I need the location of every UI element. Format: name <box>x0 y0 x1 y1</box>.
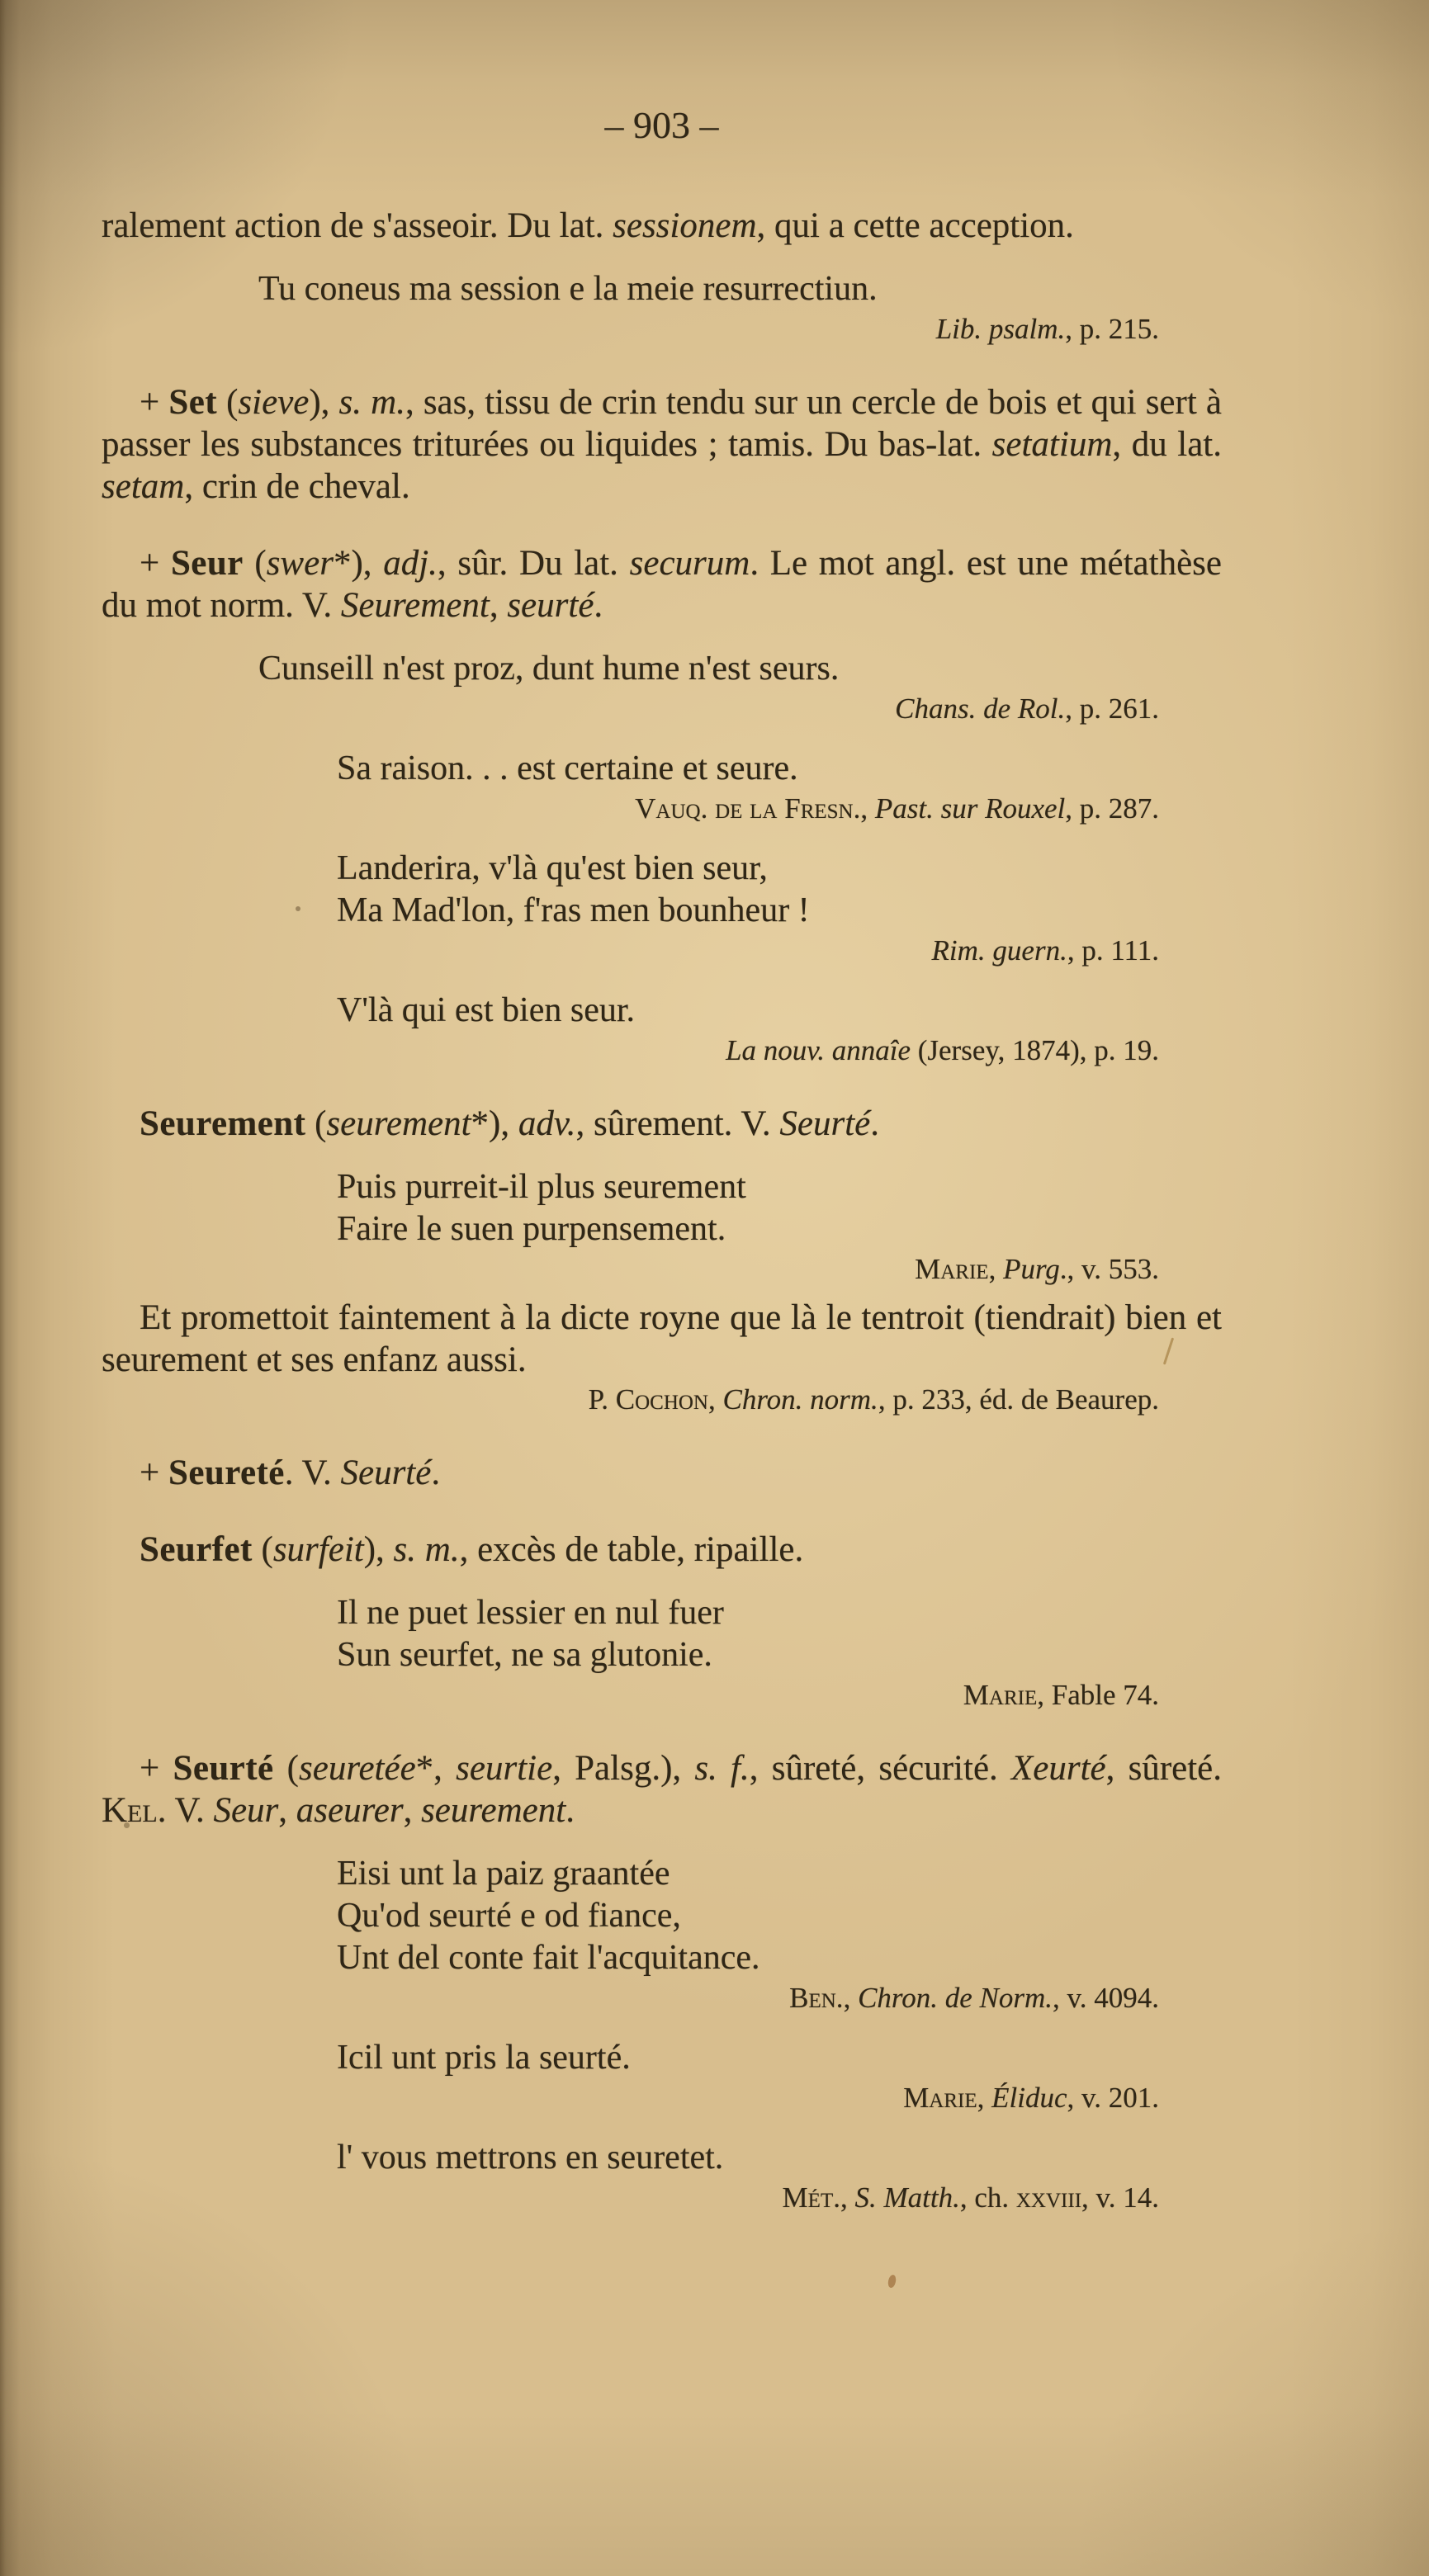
verse-quote <box>337 848 1222 932</box>
text-run: . <box>594 586 603 625</box>
text-run: La nouv. annaîe <box>726 1034 911 1066</box>
text-run: seurté <box>507 586 594 625</box>
source-citation <box>102 692 1222 726</box>
text-run: Xeurté <box>1011 1749 1106 1788</box>
text-run: Vauq. de la Fresn. <box>635 792 861 825</box>
verse-line: Faire le suen purpensement. <box>337 1210 726 1248</box>
text-run: Rim. guern. <box>931 934 1067 967</box>
paragraph <box>102 1297 1222 1381</box>
text-run: ), <box>363 1530 394 1569</box>
verse-line: Qu'od seurté e od fiance, <box>337 1897 681 1935</box>
text-run: Marie <box>963 1679 1038 1711</box>
source-citation <box>102 1981 1222 2016</box>
text-run: swer <box>266 544 334 583</box>
text-run: securum <box>629 544 750 583</box>
verse-line: Unt del conte fait l'acquitance. <box>337 1939 760 1977</box>
text-run: , sûrement. V. <box>575 1104 780 1143</box>
text-run: , excès de table, ripaille. <box>459 1530 804 1569</box>
text-run: , <box>278 1791 296 1830</box>
text-run: Kel. <box>102 1791 167 1830</box>
verse-quote <box>337 1166 1222 1250</box>
text-run: ( <box>243 544 267 583</box>
verse-line: Eisi unt la paiz graantée <box>337 1855 670 1893</box>
text-run: seurtie <box>456 1749 553 1788</box>
text-run: Chans. de Rol. <box>895 692 1066 725</box>
text-run: setam <box>102 467 185 506</box>
text-run: aseurer <box>296 1791 404 1830</box>
text-run: , <box>707 1383 723 1416</box>
text-run: s. m. <box>338 383 405 422</box>
text-run: sieve <box>238 383 310 422</box>
verse-line: Il ne puet lessier en nul fuer <box>337 1594 724 1632</box>
text-run: , du lat. <box>1112 425 1222 464</box>
headword: Seureté <box>168 1453 285 1492</box>
text-run: + <box>140 1749 173 1788</box>
text-run: + <box>140 544 171 583</box>
headword: Seurfet <box>140 1530 253 1569</box>
text-run: P. Cochon <box>588 1383 708 1416</box>
source-citation <box>102 1252 1222 1287</box>
text-run: Ben. <box>789 1982 844 2014</box>
headword: Seurement <box>140 1104 306 1143</box>
verse-line: Ma Mad'lon, f'ras men bounheur ! <box>337 891 810 929</box>
dictionary-entry <box>102 1747 1222 1832</box>
source-citation <box>102 1383 1222 1417</box>
text-run: Chron. norm. <box>722 1383 878 1416</box>
text-run: Purg <box>1003 1253 1060 1285</box>
verse-quote <box>337 990 1222 1032</box>
text-run: . <box>431 1453 441 1492</box>
verse-quote <box>337 2137 1222 2179</box>
text-run: ( <box>216 383 239 422</box>
text-run: , p. 261. <box>1065 692 1159 725</box>
text-run: seuretée <box>299 1749 416 1788</box>
text-run: , v. 201. <box>1067 2082 1159 2114</box>
verse-line: Sun seurfet, ne sa glutonie. <box>337 1636 712 1674</box>
text-run: ., v. 553. <box>1059 1253 1159 1285</box>
text-run: *, <box>415 1749 457 1788</box>
paper-fleck <box>887 2274 897 2289</box>
dictionary-entry <box>102 542 1222 626</box>
text-run: , p. 287. <box>1065 792 1159 825</box>
text-run: , <box>403 1791 422 1830</box>
text-run: Éliduc <box>991 2082 1067 2114</box>
text-run: , sûr. Du lat. <box>437 544 630 583</box>
text-run: . V. <box>284 1453 341 1492</box>
text-run: ( <box>305 1104 327 1143</box>
page-number-header: – 903 – <box>604 104 719 146</box>
source-citation <box>102 312 1222 347</box>
text-run: Lib. psalm. <box>935 313 1066 345</box>
text-run: , sûreté. <box>1105 1749 1223 1788</box>
text-run: Seurement <box>340 586 490 625</box>
dictionary-entry <box>102 1103 1222 1145</box>
text-run: *), <box>333 544 384 583</box>
verse-line: Icil unt pris la seurté. <box>337 2039 631 2077</box>
verse-quote <box>337 2037 1222 2079</box>
verse-quote <box>258 648 1222 690</box>
text-run: sessionem <box>613 206 757 245</box>
source-citation <box>102 1678 1222 1713</box>
verse-line: l' vous mettrons en seuretet. <box>337 2139 724 2177</box>
text-run: , <box>977 2082 992 2114</box>
headword: Set <box>168 383 217 422</box>
text-run: , p. 215. <box>1065 313 1159 345</box>
source-citation <box>102 2181 1222 2215</box>
text-run: Seur <box>213 1791 279 1830</box>
text-run: , v. 4094. <box>1053 1982 1159 2014</box>
verse-line: Sa raison. . . est certaine et seure. <box>337 749 798 787</box>
text-run: , p. 111. <box>1067 934 1159 967</box>
verse-line: Cunseill n'est proz, dunt hume n'est seurs. <box>258 650 840 688</box>
text-run: Et promettoit faintement à la dicte royne que là le tentroit (tiendrait) bien et seurement et ses enfanz aussi. <box>102 1298 1222 1379</box>
verse-quote <box>337 748 1222 790</box>
verse-line: Landerira, v'là qu'est bien seur, <box>337 849 768 887</box>
text-run: adj. <box>383 544 438 583</box>
source-citation <box>102 792 1222 826</box>
paragraph <box>102 205 1222 247</box>
text-run: V. <box>166 1791 214 1830</box>
text-run: + <box>140 383 169 422</box>
text-run: *), <box>471 1104 518 1143</box>
verse-line: Puis purreit-il plus seurement <box>337 1168 746 1206</box>
text-run: Seurté <box>779 1104 871 1143</box>
text-run: S. Matth. <box>854 2181 960 2214</box>
headword: Seurté <box>173 1749 274 1788</box>
source-citation <box>102 2081 1222 2115</box>
verse-quote <box>258 268 1222 310</box>
source-citation <box>102 1033 1222 1068</box>
text-run: , qui a cette acception. <box>756 206 1074 245</box>
text-column <box>102 205 1222 2215</box>
source-citation <box>102 934 1222 968</box>
dictionary-entry <box>102 381 1222 508</box>
dictionary-entry <box>102 1529 1222 1571</box>
text-run: ralement action de s'asseoir. Du lat. <box>102 206 613 245</box>
text-run: xxviii <box>1015 2181 1082 2214</box>
text-run: , v. 14. <box>1081 2181 1159 2214</box>
text-run: (Jersey, 1874), p. 19. <box>910 1034 1159 1066</box>
text-run: , <box>840 2181 855 2214</box>
text-run: . <box>565 1791 575 1830</box>
text-run: . Le mot angl. est une métathèse du mot norm. V. <box>102 544 1222 625</box>
text-run: , <box>489 586 508 625</box>
text-run: , <box>843 1982 859 2014</box>
text-run: setatium <box>991 425 1113 464</box>
text-run: + <box>140 1453 169 1492</box>
text-run: , sûreté, sécurité. <box>749 1749 1011 1788</box>
text-run: Marie <box>915 1253 989 1285</box>
text-run: , Fable 74. <box>1037 1679 1159 1711</box>
text-run: seurement <box>421 1791 566 1830</box>
text-run: seurement <box>326 1104 471 1143</box>
text-run: adv. <box>518 1104 576 1143</box>
text-run: . <box>870 1104 879 1143</box>
text-run: , sas, tissu de crin tendu sur un cercle de bois et qui sert à passer les substances triturées ou liquides ; tamis. Du bas-lat. <box>102 383 1222 464</box>
text-run: , <box>860 792 875 825</box>
text-run: Chron. de Norm. <box>858 1982 1053 2014</box>
text-run: Seurté <box>340 1453 432 1492</box>
verse-quote <box>337 1592 1222 1676</box>
verse-line: V'là qui est bien seur. <box>337 991 635 1029</box>
text-run: ( <box>273 1749 299 1788</box>
text-run: Past. sur Rouxel <box>874 792 1066 825</box>
verse-quote <box>337 1853 1222 1979</box>
text-run: ), <box>309 383 339 422</box>
headword: Seur <box>170 544 244 583</box>
text-run: , <box>988 1253 1004 1285</box>
text-run: , Palsg.), <box>552 1749 695 1788</box>
text-run: s. f. <box>694 1749 750 1788</box>
dictionary-entry <box>102 1452 1222 1494</box>
text-run: s. m. <box>393 1530 460 1569</box>
text-run: Marie <box>903 2082 977 2114</box>
text-run: , ch. <box>959 2181 1016 2214</box>
text-run: Mét. <box>782 2181 840 2214</box>
verse-line: Tu coneus ma session e la meie resurrectiun. <box>258 270 878 308</box>
text-run: , crin de cheval. <box>184 467 410 506</box>
text-run: , p. 233, éd. de Beaurep. <box>878 1383 1159 1416</box>
text-run: ( <box>252 1530 273 1569</box>
text-run: surfeit <box>272 1530 364 1569</box>
